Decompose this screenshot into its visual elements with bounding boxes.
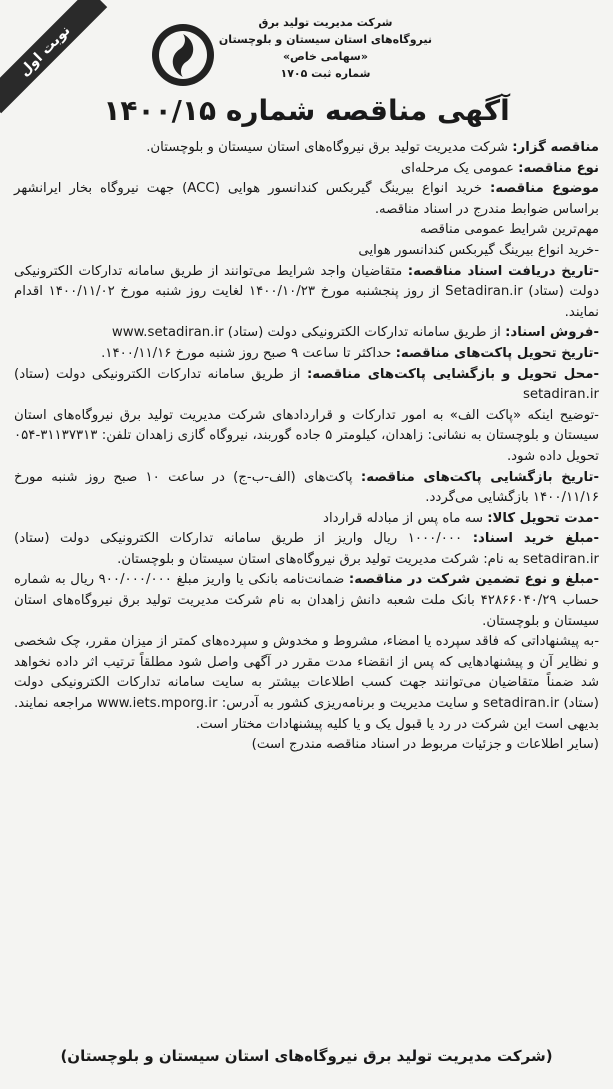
company-line-2: نیروگاه‌های استان سیستان و بلوچستان xyxy=(218,33,432,46)
notice-item xyxy=(14,220,599,241)
notice-item-label: -تاریخ تحویل پاکت‌های مناقصه: xyxy=(395,345,599,361)
company-line-1: شرکت مدیریت تولید برق xyxy=(258,16,393,29)
notice-title: آگهی مناقصه شماره ۱۴۰۰/۱۵ xyxy=(103,94,510,127)
notice-item xyxy=(14,632,599,735)
notice-item-text: (سایر اطلاعات و جزئیات مربوط در اسناد مناقصه مندرج است) xyxy=(251,737,599,753)
notice-item-text: مهم‌ترین شرایط عمومی مناقصه xyxy=(419,222,599,238)
notice-item-text: حداکثر تا ساعت ۹ صبح روز شنبه مورخ ۱۴۰۰/۱۱/۱۶. xyxy=(101,345,396,361)
company-line-3: «سهامی خاص» xyxy=(282,50,368,63)
notice-item-text: خرید انواع بیرینگ گیربکس کندانسور هوایی (ACC) جهت نیروگاه بخار ایرانشهر براساس ضوابط مندرج در اسناد مناقصه. xyxy=(14,181,599,217)
company-name xyxy=(219,14,432,82)
notice-item-label: مناقصه گزار: xyxy=(512,140,599,155)
notice-item-label: -محل تحویل و بازگشایی پاکت‌های مناقصه: xyxy=(306,366,599,382)
notice-item-text: ۱۰۰۰/۰۰۰ ریال واریز از طریق سامانه تدارکات الکترونیکی دولت (ستاد) setadiran.ir به نام: شرکت مدیریت تولید برق نیروگاه‌های استان سیستان و بلوچستان. xyxy=(14,531,599,567)
footer-signature: (شرکت مدیریت تولید برق نیروگاه‌های استان سیستان و بلوچستان) xyxy=(60,1047,553,1065)
notice-item-text: -به پیشنهاداتی که فاقد سپرده یا امضاء، مشروط و مخدوش و سپرده‌های کمتر از میزان مقرر، چک شخصی و نظایر آن و پیشنهادهایی که پس از انقضاء مدت مقرر در آگهی واصل شود مطلقاً ترتیب اثر داده نخواهد شد ضمناً متقاضیان می‌توانند جهت کسب اطلاعات بیشتر به سایت سامانه تدارکات الکترونیکی دولت (ستاد) setadiran.ir و سایت مدیریت و برنامه‌ریزی کشور به آدرس: www.iets.mporg.ir مراجعه نمایند. بدیهی است این شرکت در رد یا قبول یک و یا کلیه پیشنهادات مختار است. xyxy=(14,634,599,732)
notice-item-text: شرکت مدیریت تولید برق نیروگاه‌های استان سیستان و بلوچستان. xyxy=(146,140,513,155)
notice-item-label: نوع مناقصه: xyxy=(518,160,599,176)
notice-item xyxy=(14,323,599,344)
notice-item-text: -خرید انواع بیرینگ گیربکس کندانسور هوایی xyxy=(358,242,599,258)
notice-item xyxy=(14,262,599,324)
notice-item xyxy=(14,509,599,530)
first-publication-ribbon: نوبت اول xyxy=(0,0,107,113)
notice-item-text: از طریق سامانه تدارکات الکترونیکی دولت (ستاد) www.setadiran.ir xyxy=(111,325,506,341)
notice-item-text: متقاضیان واجد شرایط می‌توانند از طریق سامانه تدارکات الکترونیکی دولت (ستاد) Setadiran.ir از روز پنجشنبه مورخ ۱۴۰۰/۱۰/۲۳ لغایت روز شنبه مورخ ۱۴۰۰/۱۱/۰۲ اقدام نمایند. xyxy=(14,263,600,320)
notice-item xyxy=(14,241,599,262)
notice-item-label: -مبلغ خرید اسناد: xyxy=(472,531,599,547)
notice-item xyxy=(14,468,599,509)
notice-item-label: -تاریخ بازگشایی پاکت‌های مناقصه: xyxy=(360,469,599,485)
company-logo-icon xyxy=(150,22,216,88)
notice-item xyxy=(14,735,599,756)
notice-item xyxy=(14,365,599,406)
notice-item-label: موضوع مناقصه: xyxy=(490,181,599,197)
notice-item xyxy=(14,344,599,365)
notice-body xyxy=(14,138,599,756)
notice-item-label: -فروش اسناد: xyxy=(505,325,599,341)
notice-item xyxy=(14,159,599,180)
notice-item-label: -مبلغ و نوع تضمین شرکت در مناقصه: xyxy=(348,572,599,588)
notice-item-label: -تاریخ دریافت اسناد مناقصه: xyxy=(407,263,600,279)
notice-item xyxy=(14,179,599,220)
notice-item-text: سه ماه پس از مبادله قرارداد xyxy=(323,510,488,526)
notice-item-text: ضمانت‌نامه بانکی یا واریز مبلغ ۹۰۰/۰۰۰/۰۰۰ ریال به شماره حساب ۴۲۸۶۶۰۴۰/۲۹ بانک ملت شعبه دانش زاهدان به نام شرکت مدیریت تولید برق نیروگاه‌های استان سیستان و بلوچستان. xyxy=(14,572,599,629)
notice-item-text: از طریق سامانه تدارکات الکترونیکی دولت (ستاد) setadiran.ir xyxy=(14,366,599,403)
notice-item xyxy=(14,406,599,468)
notice-item-text: -توضیح اینکه «پاکت الف» به امور تدارکات و قراردادهای شرکت مدیریت تولید برق نیروگاه‌های استان سیستان و بلوچستان به نشانی: زاهدان، کیلومتر ۵ جاده گوربند، نیروگاه گازی زاهدان تلفن: ۳۱۱۳۷۳۱۳-۰۵۴ تحویل داده شود. xyxy=(14,407,599,464)
notice-item xyxy=(14,570,599,632)
notice-item-text: پاکت‌های (الف-ب-ج) در ساعت ۱۰ صبح روز شنبه مورخ ۱۴۰۰/۱۱/۱۶ بازگشایی می‌گردد. xyxy=(14,469,599,506)
notice-item-label: -مدت تحویل کالا: xyxy=(487,510,599,526)
company-line-4: شماره ثبت ۱۷۰۵ xyxy=(280,67,371,80)
company-header xyxy=(150,12,450,100)
notice-item-text: عمومی یک مرحله‌ای xyxy=(400,160,519,176)
notice-item xyxy=(14,529,599,570)
notice-item xyxy=(14,138,599,159)
